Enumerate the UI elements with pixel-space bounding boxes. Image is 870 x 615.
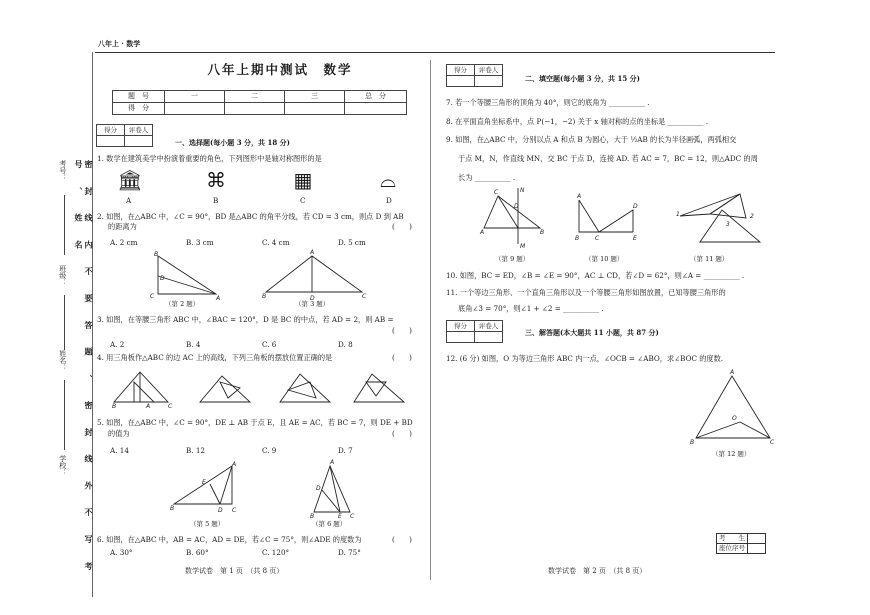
q5-option-b[interactable]: B. 12 <box>186 446 205 455</box>
fig9-caption: （第 9 题） <box>495 255 530 263</box>
svg-text:N: N <box>520 187 525 194</box>
score-label: 得 分 <box>113 103 165 115</box>
fill-line <box>64 295 65 350</box>
svg-text:3: 3 <box>726 221 730 228</box>
question-5-cont: 的值为 <box>108 429 130 438</box>
grader-score-label: 得分 <box>447 65 475 76</box>
page-1-footer: 数学试卷 第 1 页 （共 8 页） <box>185 567 284 575</box>
svg-text:D: D <box>218 507 223 514</box>
seat-cell[interactable] <box>748 534 766 544</box>
svg-text:C: C <box>770 439 775 446</box>
svg-text:B: B <box>112 403 117 410</box>
svg-text:C: C <box>150 293 155 300</box>
grader-score-label: 得分 <box>447 321 475 332</box>
q3-option-c[interactable]: C. 6 <box>262 340 277 349</box>
svg-text:A: A <box>146 403 151 410</box>
svg-text:A: A <box>310 249 315 256</box>
svg-text:A: A <box>330 459 335 466</box>
section-3-heading: 三、解答题(本大题共 11 小题，共 87 分) <box>525 328 659 337</box>
svg-text:E: E <box>338 513 342 520</box>
grader-cell[interactable] <box>475 76 503 87</box>
q3-option-a[interactable]: A. 2 <box>110 340 125 349</box>
q6-options <box>110 548 414 557</box>
question-4: 4. 用三角板作△ABC 的边 AC 上的高线，下列三角板的摆放位置正确的是 <box>97 353 333 362</box>
grader-score-label: 得分 <box>97 125 125 136</box>
svg-text:E: E <box>633 235 637 242</box>
temple-icon: 🏛 <box>117 168 143 192</box>
figure-4 <box>110 368 410 408</box>
fig3-caption: （第 3 题） <box>295 300 330 308</box>
fig2-triangle <box>158 256 216 294</box>
seat-number-box <box>716 533 766 554</box>
fig2-caption: （第 2 题） <box>165 300 200 308</box>
grader-label: 评卷人 <box>125 125 153 136</box>
svg-text:C: C <box>168 403 173 410</box>
q5-option-a[interactable]: A. 14 <box>110 446 129 455</box>
score-cell[interactable] <box>225 103 285 115</box>
label-class: 班级： <box>58 265 67 286</box>
figure-12 <box>690 369 780 447</box>
fig10-caption: （第 10 题） <box>585 255 624 263</box>
question-1: 1. 数学在建筑美学中扮演着重要的角色，下列图形中是轴对称图形的是 <box>97 154 322 163</box>
windmill-icon: ⌘ <box>206 168 226 192</box>
header-rule <box>95 52 775 53</box>
q1-options <box>108 168 428 208</box>
answer-paren[interactable]: ( ) <box>392 535 412 544</box>
q2-option-b[interactable]: B. 3 cm <box>186 238 214 247</box>
fig5-caption: （第 5 题） <box>190 520 225 528</box>
label-name: 姓名： <box>58 350 67 371</box>
grader-box <box>446 64 503 87</box>
grader-box <box>96 124 153 147</box>
question-11: 11. 一个等边三角形、一个直角三角形以及一个等腰三角形如图放置，已知等腰三角形的 <box>446 288 726 297</box>
q2-option-c[interactable]: C. 4 cm <box>262 238 290 247</box>
svg-text:A: A <box>730 369 735 376</box>
answer-paren[interactable]: ( ) <box>392 353 412 362</box>
svg-text:B: B <box>575 235 580 242</box>
section-2-heading: 二、填空题(每小题 3 分，共 15 分) <box>525 74 640 83</box>
seal-line-text: 密 封 线 内 不 要 答 题 、 密 封 线 外 不 写 考 号 、 姓 名 <box>74 160 94 578</box>
svg-text:C: C <box>232 507 237 514</box>
grader-label: 评卷人 <box>475 321 503 332</box>
page-header: 八年上 · 数学 <box>98 39 141 48</box>
q2-options <box>110 238 414 247</box>
fig11-caption: （第 11 题） <box>690 255 729 263</box>
page-2-footer: 数学试卷 第 2 页 （共 8 页） <box>548 567 647 575</box>
score-header: 三 <box>285 91 345 103</box>
figure-5 <box>170 462 250 514</box>
svg-text:A: A <box>232 461 237 468</box>
q1-option-c[interactable]: C <box>300 196 306 205</box>
question-9-cont: 长为 __________ . <box>458 173 516 182</box>
question-9-cont: 于点 M，N，作直线 MN，交 BC 于点 D，连接 AD. 若 AC = 7，BC = 12，则△ADC 的周 <box>458 154 758 163</box>
q3-option-b[interactable]: B. 4 <box>186 340 201 349</box>
svg-text:C: C <box>494 189 499 196</box>
q6-option-c[interactable]: C. 120° <box>262 548 290 557</box>
binding-strip <box>52 80 92 600</box>
label-school: 学校： <box>58 455 67 476</box>
score-table <box>112 90 407 115</box>
q2-option-d[interactable]: D. 5 cm <box>338 238 366 247</box>
q5-options <box>110 446 414 455</box>
svg-text:D: D <box>514 203 519 210</box>
page-divider <box>430 60 431 580</box>
q3-options <box>110 340 414 349</box>
seat-label: 座位序号 <box>717 544 748 554</box>
grader-cell[interactable] <box>447 332 475 343</box>
q6-option-d[interactable]: D. 75° <box>338 548 361 557</box>
grader-cell[interactable] <box>447 76 475 87</box>
question-7: 7. 若一个等腰三角形的顶角为 40°，则它的底角为 __________ . <box>446 98 650 107</box>
figure-2 <box>150 252 230 302</box>
figure-9 <box>480 188 550 248</box>
figure-3 <box>262 249 372 302</box>
grader-label: 评卷人 <box>475 65 503 76</box>
score-cell[interactable] <box>165 103 225 115</box>
svg-text:D: D <box>633 203 638 210</box>
question-5: 5. 如图，在△ABC 中，∠C = 90°，DE ⊥ AB 于点 E，且 AE = AC，若 BC = 7，则 DE + BD <box>97 418 413 427</box>
svg-text:B: B <box>262 293 267 300</box>
figure-10 <box>575 193 645 242</box>
fig3-triangle <box>266 256 362 292</box>
answer-paren[interactable]: ( ) <box>392 429 412 438</box>
svg-text:B: B <box>154 251 159 258</box>
q1-option-a[interactable]: A <box>126 196 132 205</box>
grader-cell[interactable] <box>97 136 125 147</box>
question-2: 2. 如图，在△ABC 中，∠C = 90°，BD 是△ABC 的角平分线，若 CD = 3 cm，则点 D 到 AB <box>97 212 404 221</box>
svg-text:D: D <box>316 485 321 492</box>
score-header: 一 <box>165 91 225 103</box>
q2-option-a[interactable]: A. 2 cm <box>110 238 138 247</box>
q6-option-a[interactable]: A. 30° <box>110 548 133 557</box>
fig2-bisector <box>158 276 216 294</box>
colosseum-icon: ⌓ <box>380 168 396 192</box>
question-2-cont: 的距离为 <box>108 222 137 231</box>
score-header: 总 分 <box>345 91 407 103</box>
q1-option-b[interactable]: B <box>213 196 219 205</box>
building-icon: ▦ <box>293 168 313 192</box>
answer-paren[interactable]: ( ) <box>392 326 412 335</box>
seat-label: 考 生 <box>717 534 748 544</box>
figure-11 <box>670 190 770 246</box>
section-1-heading: 一、选择题(每小题 3 分，共 18 分) <box>175 138 290 147</box>
question-3: 3. 如图，在等腰三角形 ABC 中，∠BAC = 120°，D 是 BC 的中点，若 AD = 2，则 AB = <box>97 315 394 324</box>
grader-cell[interactable] <box>125 136 153 147</box>
svg-text:2: 2 <box>750 213 754 220</box>
score-cell[interactable] <box>285 103 345 115</box>
seat-cell[interactable] <box>748 544 766 554</box>
answer-paren[interactable]: ( ) <box>392 222 412 231</box>
fig12-caption: （第 12 题） <box>712 450 751 458</box>
svg-text:B: B <box>170 505 175 512</box>
fig6-caption: （第 6 题） <box>312 520 347 528</box>
svg-text:C: C <box>595 235 600 242</box>
q3-option-d[interactable]: D. 8 <box>338 340 353 349</box>
q5-option-c[interactable]: C. 9 <box>262 446 277 455</box>
question-6: 6. 如图，在△ABC 中，AB = AC，AD = DE，若∠C = 75°，则∠ADE 的度数为 <box>97 535 362 544</box>
svg-text:E: E <box>202 479 206 486</box>
fill-line <box>64 380 65 450</box>
svg-text:D: D <box>160 275 165 282</box>
q5-option-d[interactable]: D. 7 <box>338 446 353 455</box>
svg-text:M: M <box>520 243 526 250</box>
grader-box <box>446 320 503 343</box>
grader-cell[interactable] <box>475 332 503 343</box>
svg-text:1: 1 <box>676 211 680 218</box>
svg-text:B: B <box>310 513 315 520</box>
question-12: 12. (6 分) 如图，O 为等边三角形 ABC 内一点，∠OCB = ∠ABO，求∠BOC 的度数. <box>446 354 724 363</box>
q6-option-b[interactable]: B. 60° <box>186 548 209 557</box>
svg-text:O: O <box>732 415 737 422</box>
score-cell[interactable] <box>345 103 407 115</box>
svg-text:A: A <box>480 229 485 236</box>
score-header: 二 <box>225 91 285 103</box>
svg-text:B: B <box>690 439 695 446</box>
exam-title: 八年上期中测试 数学 <box>207 62 353 77</box>
score-header: 题 号 <box>113 91 165 103</box>
svg-text:A: A <box>216 295 221 302</box>
fill-line <box>64 195 65 255</box>
question-9: 9. 如图，在△ABC 中，分别以点 A 和点 B 为圆心，大于 ½AB 的长为半径画弧，两弧相交 <box>446 135 737 144</box>
q1-option-d[interactable]: D <box>386 196 392 205</box>
question-8: 8. 在平面直角坐标系中，点 P(−1，−2) 关于 x 轴对称的点的坐标是 __________ . <box>446 117 709 126</box>
question-11-cont: 底角∠3 = 70°，则∠1 + ∠2 = __________ . <box>458 304 604 313</box>
svg-text:C: C <box>350 513 355 520</box>
svg-text:B: B <box>540 229 545 236</box>
svg-text:C: C <box>362 293 367 300</box>
svg-text:A: A <box>577 193 582 200</box>
figure-6 <box>310 459 360 520</box>
svg-text:D: D <box>310 295 315 302</box>
label-exam-no: 考号： <box>58 160 67 181</box>
question-10: 10. 如图，BC = ED，∠B = ∠E = 90°，AC ⊥ CD，若∠D = 62°，则∠A = __________ . <box>446 271 745 280</box>
